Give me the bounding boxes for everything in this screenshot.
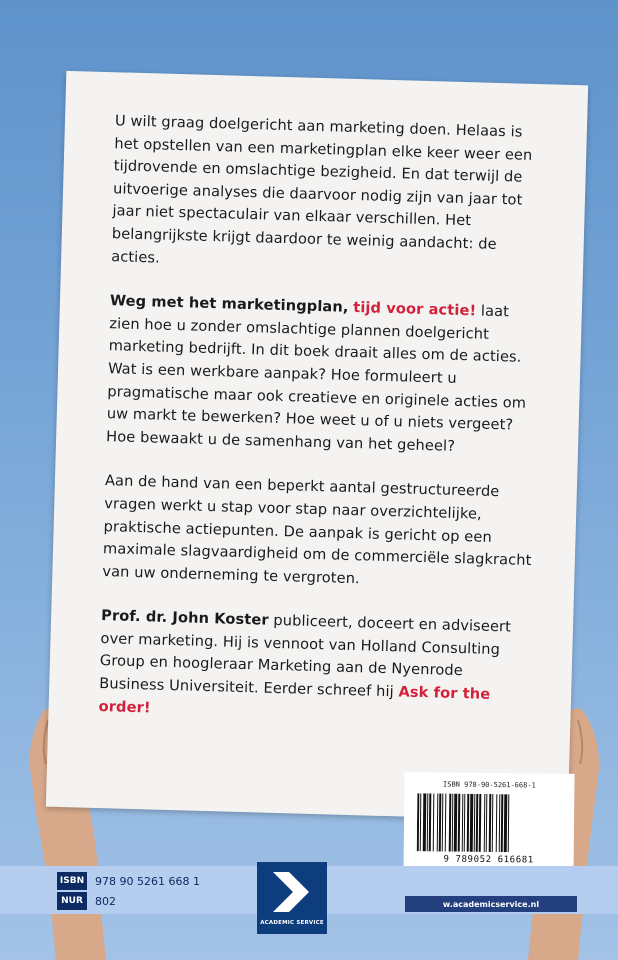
barcode-bar <box>508 794 510 852</box>
author-paragraph <box>98 605 533 730</box>
barcode-bar <box>484 794 486 852</box>
previous-book-title: Ask for the order! <box>98 683 491 717</box>
description-text: laat zien hoe u zonder omslachtige plannen doelgericht marketing bedrijft. In dit boek draait alles om de acties. Wat is een werkbare aanpak? Hoe formuleert u pragmatische maar ook creatieve en originele acties om uw markt te bewerken? Hoe weet u of u niets vergeet? Hoe bewaakt u de samenhang van het geheel? <box>105 302 527 455</box>
barcode-isbn-text: ISBN 978-90-5261-668-1 <box>443 780 536 790</box>
barcode-bars <box>417 793 562 853</box>
barcode-digits: 9 789052 616681 <box>443 854 534 866</box>
barcode-bar <box>433 793 435 851</box>
barcode-bar <box>467 794 470 852</box>
barcode-bar <box>499 794 501 852</box>
barcode-bar <box>429 793 432 851</box>
barcode-bar <box>489 794 492 852</box>
barcode-bar <box>458 794 461 852</box>
book-title-part2: tijd voor actie! <box>353 299 477 320</box>
barcode-bar <box>452 794 454 852</box>
chevron-right-icon <box>257 864 327 920</box>
publisher-url: w.academicservice.nl <box>405 896 577 912</box>
barcode-bar <box>449 794 452 852</box>
barcode-bar <box>462 794 464 852</box>
isbn-label: ISBN <box>57 872 87 890</box>
back-cover-text <box>98 110 547 752</box>
barcode <box>403 772 574 878</box>
barcode-bar <box>439 793 442 851</box>
approach-paragraph: Aan de hand van een beperkt aantal gestructureerde vragen werkt u stap voor stap naar overzichtelijke, praktische actiepunten. De aanpak is gericht op een maximale slagvaardigheid om de commerciële slagkracht van uw onderneming te vergroten. <box>102 472 532 587</box>
sign-board <box>46 71 588 821</box>
isbn-value: 978 90 5261 668 1 <box>95 874 200 888</box>
barcode-bar <box>479 794 482 852</box>
barcode-bar <box>423 793 427 851</box>
publisher-name: ACADEMIC SERVICE <box>260 920 324 926</box>
barcode-bar <box>420 793 422 851</box>
barcode-bar <box>464 794 466 852</box>
author-name: Prof. dr. John Koster <box>100 607 269 629</box>
barcode-bar <box>504 794 508 852</box>
barcode-bar <box>474 794 476 852</box>
publisher-logo <box>257 862 327 934</box>
nur-label: NUR <box>57 892 87 910</box>
barcode-bar <box>454 794 458 852</box>
intro-paragraph: U wilt graag doelgericht aan marketing doen. Helaas is het opstellen van een marketingplan elke keer weer een tijdrovende en omslachtige bezigheid. En dat terwijl de uitvoerige analyses die daarvoor nodig zijn van jaar tot jaar niet spectaculair van elkaar verschillen. Het belangrijkste krijgt daardoor te weinig aandacht: de acties. <box>110 112 533 267</box>
barcode-bar <box>417 793 420 851</box>
barcode-bar <box>476 794 479 852</box>
nur-value: 802 <box>95 894 116 908</box>
barcode-bar <box>496 794 498 852</box>
barcode-bar <box>442 794 444 852</box>
barcode-bar <box>470 794 474 852</box>
barcode-bar <box>486 794 488 852</box>
barcode-bar <box>492 794 494 852</box>
book-description-paragraph <box>106 290 542 460</box>
barcode-bar <box>427 793 429 851</box>
author-bio: publiceert, doceert en adviseert over marketing. Hij is vennoot van Holland Consulting Group en hoogleraar Marketing aan de Nyenrode Business Universiteit. Eerder schreef hij <box>99 612 512 701</box>
barcode-bar <box>445 794 447 852</box>
barcode-bar <box>501 794 504 852</box>
book-title-part1: Weg met het marketingplan, <box>109 292 349 316</box>
barcode-bar <box>437 793 439 851</box>
